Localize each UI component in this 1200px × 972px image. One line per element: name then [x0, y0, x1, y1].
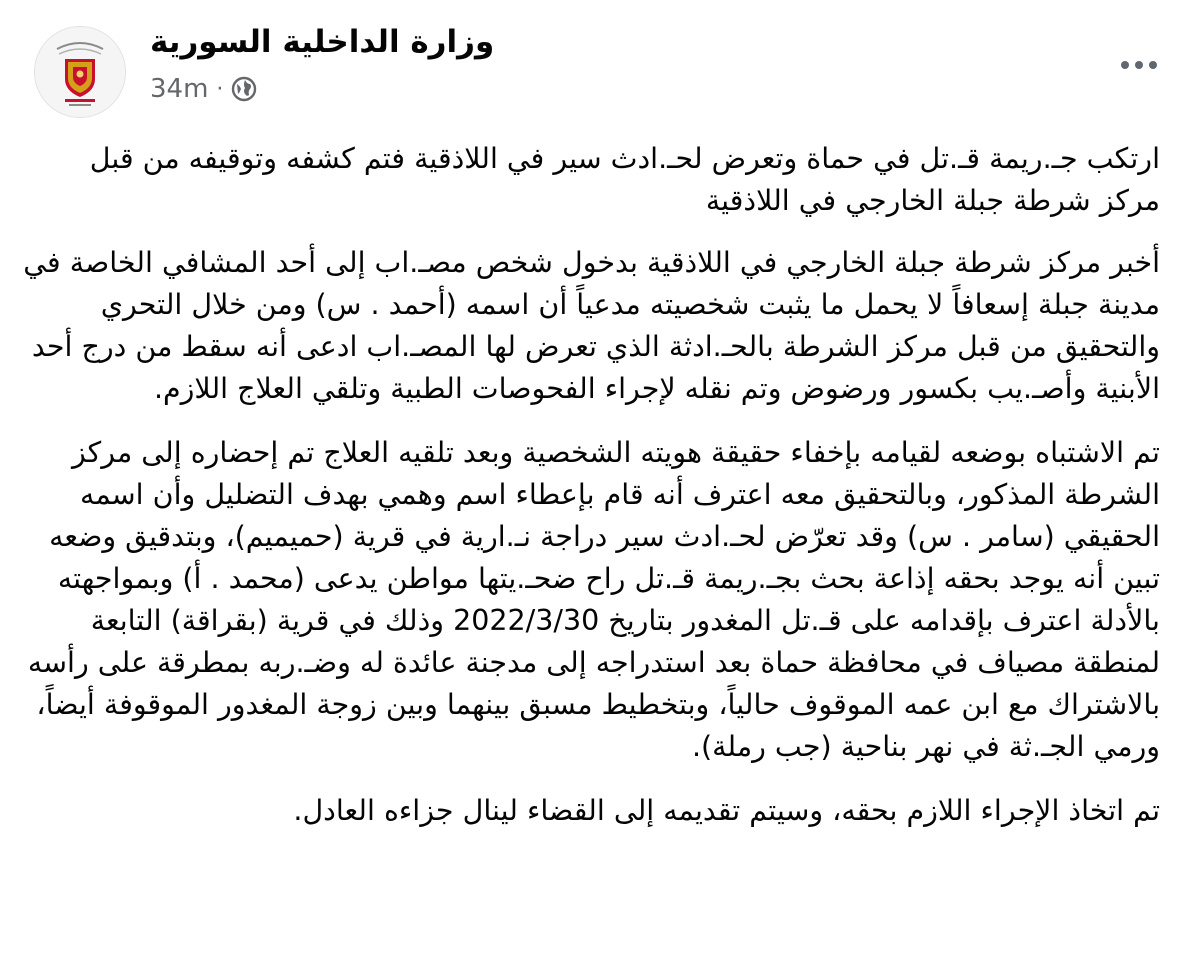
post-timestamp[interactable]: 34m	[150, 74, 209, 104]
meta-separator: ·	[216, 76, 224, 102]
post-paragraph: تم اتخاذ الإجراء اللازم بحقه، وسيتم تقديمه إلى القضاء لينال جزاءه العادل.	[293, 794, 1160, 827]
post-header	[30, 20, 1170, 120]
page-name[interactable]: وزارة الداخلية السورية	[150, 24, 495, 60]
more-dot	[1149, 61, 1157, 69]
ministry-logo-icon	[35, 27, 125, 117]
post-headline: ارتكب جـ.ريمة قـ.تل في حماة وتعرض لحـ.ادث سير في اللاذقية فتم كشفه وتوقيفه من قبل مركز شرطة جبلة الخارجي في اللاذقية	[89, 142, 1160, 217]
more-dot	[1135, 61, 1143, 69]
post-body	[22, 138, 1160, 854]
more-options-button[interactable]	[1114, 50, 1164, 80]
page-avatar[interactable]	[34, 26, 126, 118]
post-meta	[150, 74, 257, 104]
more-dot	[1121, 61, 1129, 69]
post-paragraph: أخبر مركز شرطة جبلة الخارجي في اللاذقية بدخول شخص مصـ.اب إلى أحد المشافي الخاصة في مدينة جبلة إسعافاً لا يحمل ما يثبت شخصيته مدعياً أن اسمه (أحمد . س) ومن خلال التحري والتحقيق من قبل مركز الشرطة بالحـ.ادثة الذي تعرض لها المصـ.اب ادعى أنه سقط من درج أحد الأبنية وأصـ.يب بكسور ورضوض وتم نقله لإجراء الفحوصات الطبية وتلقي العلاج اللازم.	[23, 246, 1160, 405]
post-paragraph: تم الاشتباه بوضعه لقيامه بإخفاء حقيقة هويته الشخصية وبعد تلقيه العلاج تم إحضاره إلى مركز الشرطة المذكور، وبالتحقيق معه اعترف أنه قام بإعطاء اسم وهمي بهدف التضليل وأن اسمه الحقيقي (سامر . س) وقد تعرّض لحـ.ادث سير دراجة نـ.ارية في قرية (حميميم)، وبتدقيق وضعه تبين أنه يوجد بحقه إذاعة بحث بجـ.ريمة قـ.تل راح ضحـ.يتها مواطن يدعى (محمد . أ) وبمواجهته بالأدلة اعترف بإقدامه على قـ.تل المغدور بتاريخ 2022/3/30 وذلك في قرية (بقراقة) التابعة لمنطقة مصياف في محافظة حماة بعد استدراجه إلى مدجنة عائدة له وضـ.ربه بمطرقة على رأسه بالاشتراك مع ابن عمه الموقوف حالياً، وبتخطيط مسبق بينهما وبين زوجة المغدور الموقوفة أيضاً، ورمي الجـ.ثة في نهر بناحية (جب رملة).	[27, 436, 1160, 763]
globe-icon[interactable]	[231, 76, 257, 102]
